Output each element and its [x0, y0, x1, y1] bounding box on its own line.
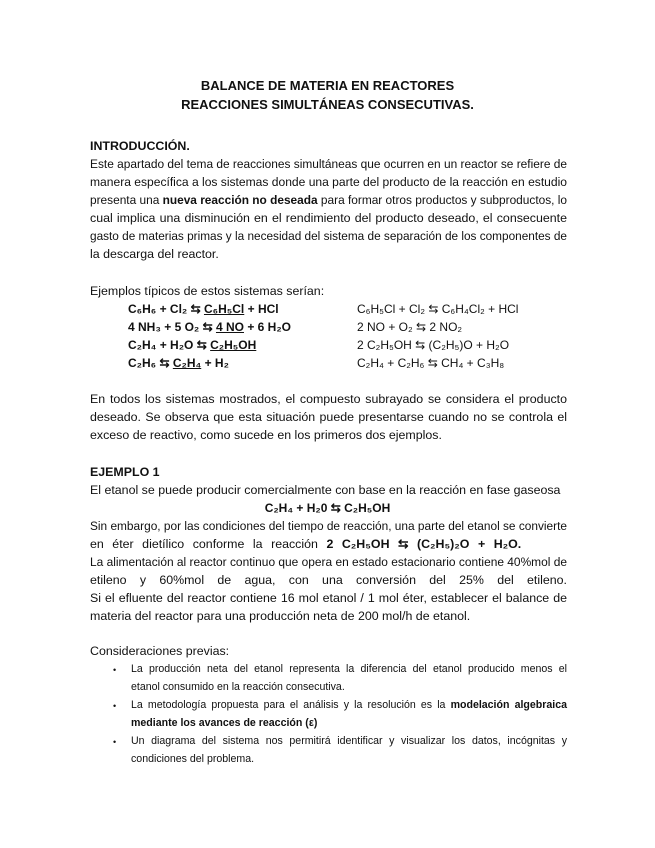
text-segment: La alimentación al reactor continuo que opera en estado estacionario contiene 40%mol de	[90, 555, 567, 569]
bold-text: mediante los avances de reacción (ε)	[131, 717, 318, 729]
text-segment: Un diagrama del sistema nos permitirá identificar y visualizar los datos, incógnitas y	[131, 735, 567, 747]
text-segment: en éter dietílico conforme la reacción	[90, 537, 327, 551]
examples-heading: Ejemplos típicos de estos sistemas serían:	[90, 284, 325, 298]
example-equation-left	[128, 354, 229, 372]
text-segment: + H₂	[201, 356, 229, 370]
line-text	[90, 390, 567, 408]
line-text	[90, 408, 567, 426]
line-text	[131, 714, 317, 732]
underlined-product: C₆H₅Cl	[203, 302, 245, 316]
line-text	[90, 589, 567, 607]
underlined-product: 4 NO	[215, 320, 244, 334]
bullet-icon: •	[113, 665, 117, 675]
text-segment: C₂H₄ + H₂O ⇆	[128, 338, 211, 352]
explanation-paragraph-line	[90, 426, 567, 444]
explanation-paragraph-line	[90, 408, 567, 426]
document-subtitle: REACCIONES SIMULTÁNEAS CONSECUTIVAS.	[181, 97, 474, 112]
intro-paragraph-line	[90, 155, 567, 173]
intro-paragraph-line	[90, 173, 567, 191]
line-text	[90, 571, 567, 589]
line-text	[90, 173, 567, 191]
example1-equation: C₂H₄ + H₂0 ⇆ C₂H₅OH	[264, 501, 391, 515]
consideration-item-line	[131, 714, 567, 732]
text-segment: C₆H₆ + Cl₂ ⇆	[128, 302, 204, 316]
text-segment: exceso de reactivo, como sucede en los primeros dos ejemplos.	[90, 428, 442, 442]
example-equation-left	[128, 300, 279, 318]
example-equation-right	[357, 336, 509, 354]
bullet-icon: •	[113, 701, 117, 711]
text-segment: 2 C₂H₅OH ⇆ (C₂H₅)O + H₂O	[357, 338, 510, 352]
line-text	[90, 245, 219, 263]
text-segment: C₆H₅Cl + Cl₂ ⇆ C₆H₄Cl₂ + HCl	[357, 302, 519, 316]
bold-text: modelación algebraica	[450, 699, 567, 711]
bold-text: 2 C₂H₅OH ⇆ (C₂H₅)₂O + H₂O.	[326, 537, 522, 551]
intro-paragraph-line	[90, 227, 567, 245]
text-segment: Este apartado del tema de reacciones simultáneas que ocurren en un reactor se refiere de	[90, 157, 567, 171]
text-segment: materia del reactor para una producción neta de 200 mol/h de etanol.	[90, 609, 471, 623]
text-segment: + 6 H₂O	[243, 320, 291, 334]
intro-paragraph-line	[90, 191, 567, 209]
example-equation-left	[128, 336, 256, 354]
example-equation-right	[357, 354, 504, 372]
consideration-item-line	[131, 750, 567, 768]
line-text	[131, 696, 567, 714]
line-text	[90, 607, 470, 625]
text-segment: La producción neta del etanol representa la diferencia del etanol producido menos el	[131, 663, 567, 675]
consideration-item-line	[131, 696, 567, 714]
text-segment: condiciones del problema.	[131, 753, 255, 765]
text-segment: C₂H₆ ⇆	[128, 356, 173, 370]
text-segment: La metodología propuesta para el análisis y la resolución es la	[131, 699, 451, 711]
text-segment: gasto de materias primas y la necesidad del sistema de separación de los componentes de	[90, 229, 567, 243]
text-segment: etileno y 60%mol de agua, con una conversión del 25% del etileno.	[90, 573, 567, 587]
line-text	[90, 535, 521, 553]
consideration-item-line	[131, 660, 567, 678]
bullet-icon: •	[113, 737, 117, 747]
line-text	[90, 426, 442, 444]
text-segment: C₂H₄ + C₂H₆ ⇆ CH₄ + C₃H₈	[357, 356, 505, 370]
line-text	[131, 660, 567, 678]
text-segment: + HCl	[244, 302, 279, 316]
underlined-product: C₂H₅OH	[210, 338, 257, 352]
text-segment: 4 NH₃ + 5 O₂ ⇆	[128, 320, 216, 334]
example1-intro: El etanol se puede producir comercialmente con base en la reacción en fase gaseosa	[90, 483, 561, 497]
example1-paragraph-line	[90, 553, 567, 571]
bold-text: nueva reacción no deseada	[162, 193, 318, 207]
intro-paragraph-line	[90, 245, 567, 263]
text-segment: presenta una	[90, 193, 163, 207]
text-segment: En todos los sistemas mostrados, el compuesto subrayado se considera el producto	[90, 392, 567, 406]
example-equation-right	[357, 300, 518, 318]
line-text	[131, 678, 345, 696]
text-segment: 2 NO + O₂ ⇆ 2 NO₂	[357, 320, 463, 334]
text-segment: para formar otros productos y subproductos, lo	[317, 193, 567, 207]
example1-paragraph-line	[90, 571, 567, 589]
intro-heading: INTRODUCCIÓN.	[90, 139, 190, 153]
underlined-product: C₂H₄	[172, 356, 202, 370]
text-segment: deseado. Se observa que esta situación puede presentarse cuando no se controla el	[90, 410, 567, 424]
text-segment: Si el efluente del reactor contiene 16 mol etanol / 1 mol éter, establecer el balance de	[90, 591, 567, 605]
line-text	[90, 209, 567, 227]
example1-paragraph-line	[90, 589, 567, 607]
text-segment: Sin embargo, por las condiciones del tiempo de reacción, una parte del etanol se convierte	[90, 519, 567, 533]
document-title: BALANCE DE MATERIA EN REACTORES	[200, 78, 455, 93]
line-text	[90, 191, 567, 209]
line-text	[90, 553, 567, 571]
considerations-heading: Consideraciones previas:	[90, 644, 230, 658]
consideration-item-line	[131, 678, 567, 696]
line-text	[90, 517, 567, 535]
example-equation-right	[357, 318, 462, 336]
example1-heading: EJEMPLO 1	[90, 465, 160, 479]
text-segment: la descarga del reactor.	[90, 247, 219, 261]
intro-paragraph-line	[90, 209, 567, 227]
example1-paragraph-line	[90, 535, 567, 553]
text-segment: manera específica a los sistemas donde una parte del producto de la reacción en estudio	[90, 175, 567, 189]
line-text	[90, 155, 567, 173]
consideration-item-line	[131, 732, 567, 750]
example-equation-left	[128, 318, 291, 336]
explanation-paragraph-line	[90, 390, 567, 408]
line-text	[131, 732, 567, 750]
line-text	[90, 227, 567, 245]
line-text	[131, 750, 254, 768]
text-segment: cual implica una disminución en el rendimiento del producto deseado, el consecuente	[90, 211, 567, 225]
example1-paragraph-line	[90, 607, 567, 625]
text-segment: etanol consumido en la reacción consecutiva.	[131, 681, 345, 693]
example1-paragraph-line	[90, 517, 567, 535]
